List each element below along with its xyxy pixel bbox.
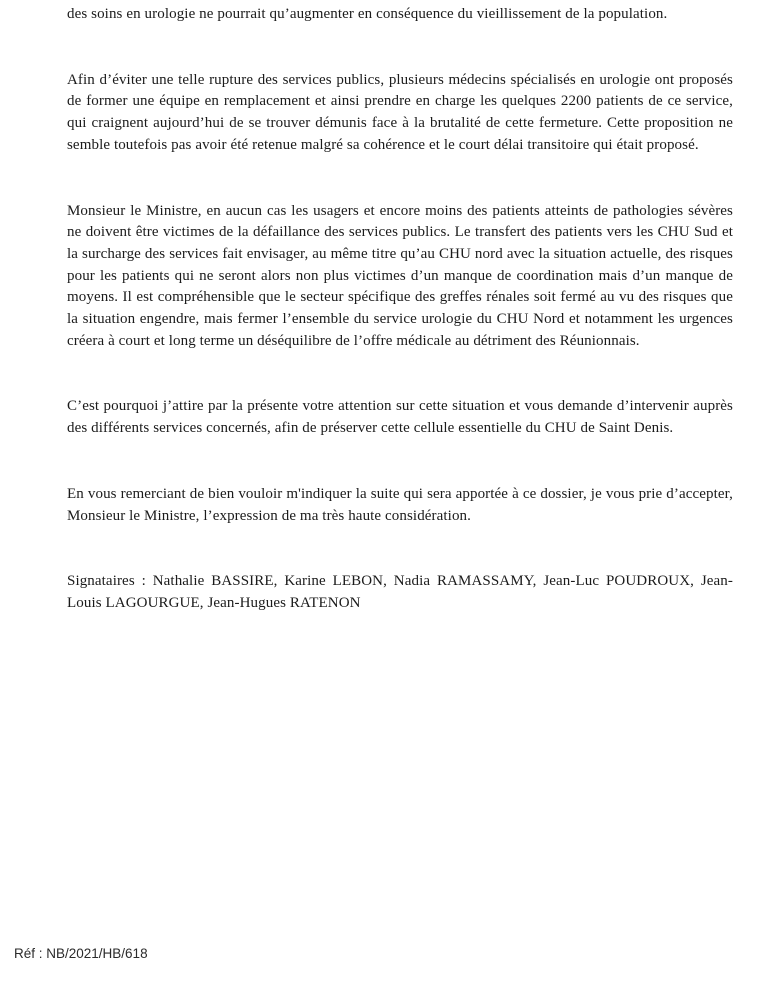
paragraph-signataires: Signataires : Nathalie BASSIRE, Karine LEBON, Nadia RAMASSAMY, Jean-Luc POUDROUX, Jean-Louis LAGOURGUE, Jean-Hugues RATENON (67, 573, 733, 611)
letter-body (67, 4, 733, 659)
paragraph-continuation: des soins en urologie ne pourrait qu’augmenter en conséquence du vieillissement de la population. (67, 6, 668, 22)
paragraph-proposition-medecins: Afin d’éviter une telle rupture des services publics, plusieurs médecins spécialisés en urologie ont proposés de former une équipe en remplacement et ainsi prendre en charge les quelques 2200 patients de ce service, qui craignent aujourd’hui de se trouver démunis face à la brutalité de cette fermeture. Cette proposition ne semble toutefois pas avoir été retenue malgré sa cohérence et le court délai transitoire qui était proposé. (67, 71, 733, 153)
paragraph-formule-politesse: En vous remerciant de bien vouloir m'indiquer la suite qui sera apportée à ce dossier, je vous prie d’accepter, Monsieur le Ministre, l’expression de ma très haute considération. (67, 485, 733, 524)
paragraph-monsieur-le-ministre: Monsieur le Ministre, en aucun cas les usagers et encore moins des patients atteints de pathologies sévères ne doivent être victimes de la défaillance des services publics. Le transfert des patients vers les CHU Sud et la surcharge des services fait envisager, au même titre qu’au CHU nord avec la situation actuelle, des risques pour les patients qui ne seront alors non plus victimes d’un manque de coordination mais d’un manque de moyens. Il est compréhensible que le secteur spécifique des greffes rénales soit fermé au vu des risques que la situation engendre, mais fermer l’ensemble du service urologie du CHU Nord et notamment les urgences créera à court et long terme un déséquilibre de l’offre médicale au détriment des Réunionnais. (67, 202, 733, 349)
paragraph-demande-intervention: C’est pourquoi j’attire par la présente votre attention sur cette situation et vous demande d’intervenir auprès des différents services concernés, afin de préserver cette cellule essentielle du CHU de Saint Denis. (67, 398, 733, 437)
reference-number: Réf : NB/2021/HB/618 (14, 946, 148, 961)
